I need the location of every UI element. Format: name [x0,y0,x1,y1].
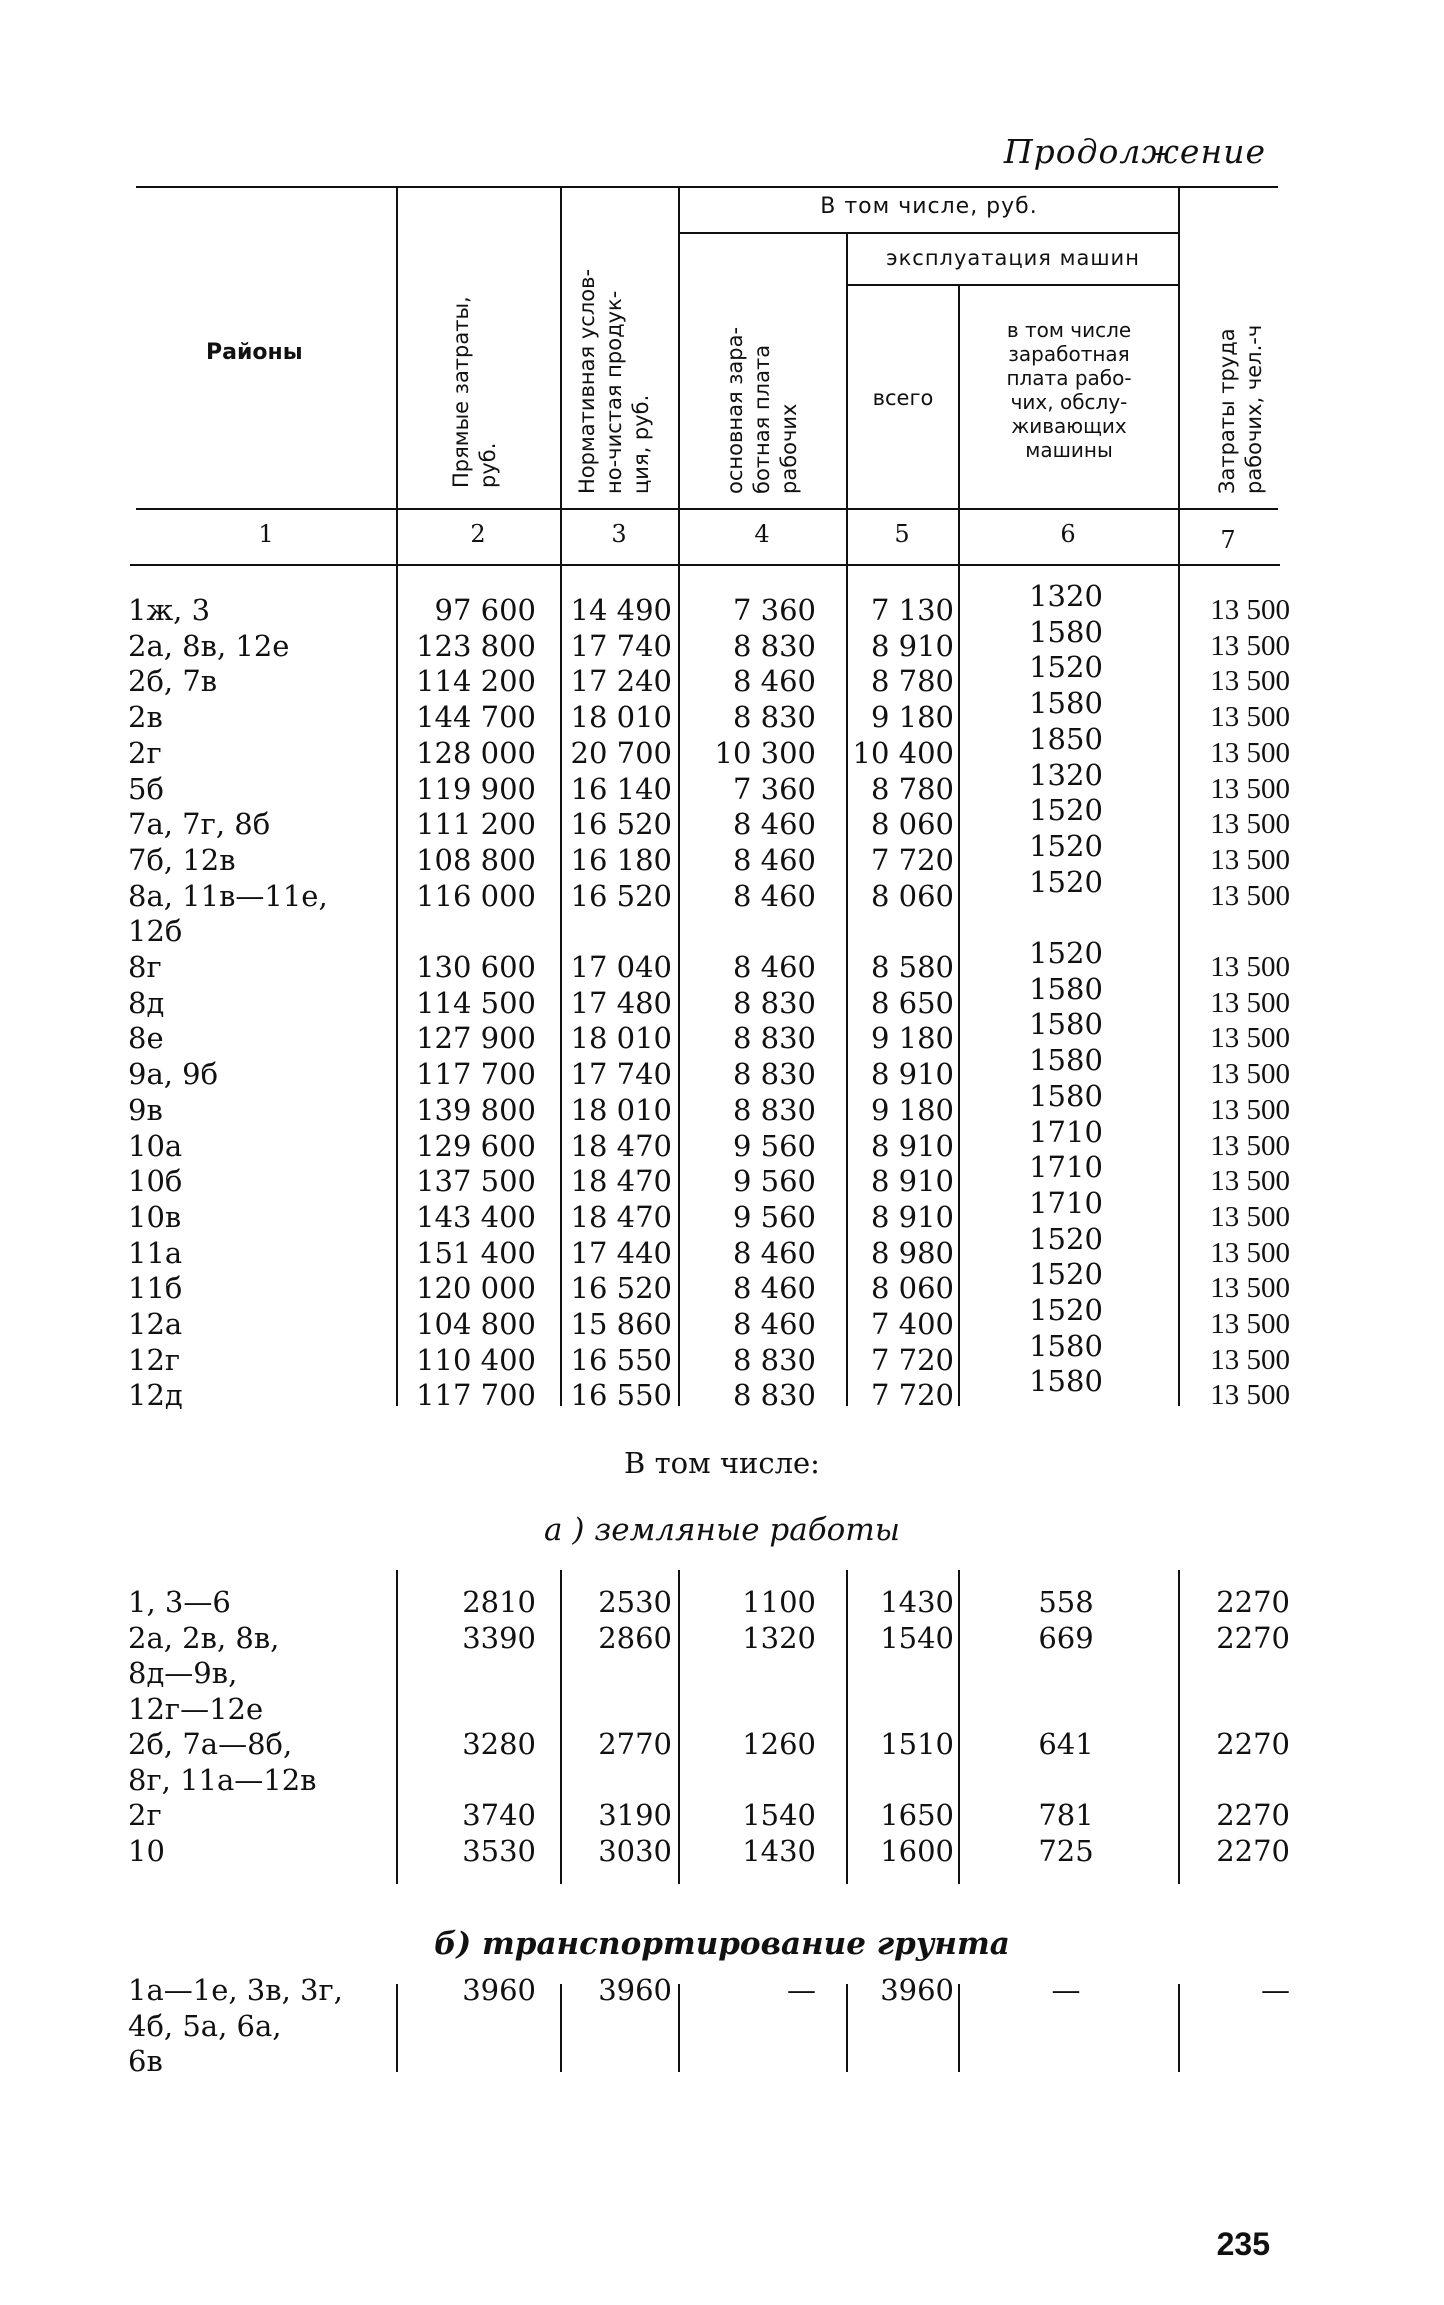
cell-c6: 1520 [1029,1221,1103,1256]
row-name: 9а, 9б [128,1057,219,1092]
cell-c7: 13 500 [1210,772,1290,805]
cell-c6: 1580 [1029,1078,1103,1113]
col-header-group: В том числе, руб. [820,194,1038,219]
cell-c6: 1520 [1029,864,1103,899]
cell-c3: 16 520 [570,1271,672,1306]
cell-c3: 18 470 [570,1199,672,1234]
cell-c4: 1540 [742,1798,816,1832]
cell-c7: 13 500 [1210,1308,1290,1340]
cell-c2: 117 700 [416,1057,536,1092]
cell-c3: 17 440 [570,1235,672,1270]
cell-c2: 129 600 [416,1128,536,1163]
cell-c3: 2770 [598,1727,672,1761]
cell-c2: 123 800 [416,628,536,663]
cell-c6: 1580 [1029,686,1103,721]
cell-c3: 16 520 [570,807,672,842]
cell-c5: 1600 [880,1833,954,1868]
cell-c7: 13 500 [1210,1129,1290,1162]
row-name: 6в [128,2044,163,2078]
cell-c6: 1710 [1029,1150,1103,1185]
row-name: 2г [128,1798,162,1832]
cell-c5: 8 910 [870,1164,954,1199]
cell-c7: 13 500 [1210,808,1290,841]
cell-c4: 1320 [742,1620,816,1655]
cell-c5: 9 180 [870,1092,954,1127]
cell-c4: 8 830 [732,1342,816,1377]
cell-c4: 8 460 [732,807,816,842]
cell-c5: 1510 [880,1727,954,1761]
cell-c2: 104 800 [416,1307,536,1341]
col-number: 7 [1220,526,1236,554]
cell-c5: 8 910 [870,1128,954,1163]
col-header-machines: эксплуатация машин [886,246,1140,270]
cell-c6: 641 [1038,1727,1094,1761]
row-name: 2б, 7в [128,664,218,699]
cell-c2: 139 800 [416,1092,536,1127]
cell-c7: 13 500 [1210,594,1290,626]
cell-c2: 144 700 [416,700,536,735]
cell-c6: 1320 [1029,757,1103,792]
cell-c4: 1430 [742,1833,816,1868]
cell-c7: 13 500 [1210,736,1290,769]
row-name: 2в [128,700,163,735]
cell-c3: 17 740 [570,1057,672,1092]
cell-c7: 13 500 [1210,879,1290,912]
cell-c7: 13 500 [1210,1165,1290,1198]
cell-c2: 128 000 [416,735,536,770]
col-number: 6 [1060,520,1076,548]
cell-c7: 2270 [1216,1833,1290,1868]
row-name: 12а [128,1307,183,1341]
cell-c4: 8 830 [732,628,816,663]
col-number: 4 [754,520,770,548]
cell-c5: 1430 [880,1585,954,1619]
col-header-labor: Затраты труда рабочих, чел.-ч [1215,324,1266,494]
row-name: 8г [128,950,162,984]
row-name: 1ж, 3 [128,593,211,627]
cell-c2: 127 900 [416,1021,536,1056]
row-name: 8д—9в, [128,1656,238,1690]
col-number: 2 [470,520,486,548]
cell-c3: 17 480 [570,985,672,1020]
cell-c4: 8 460 [732,842,816,877]
cell-c7: 13 500 [1210,1200,1290,1233]
cell-c5: 8 060 [870,1271,954,1306]
cell-c2: 120 000 [416,1271,536,1306]
cell-c7: 13 500 [1210,1093,1290,1126]
header-divider [846,232,848,510]
cell-c5: 7 130 [870,593,954,627]
machines-rule [848,284,1178,286]
row-name: 12г—12е [128,1691,264,1726]
cell-c3: 16 550 [570,1378,672,1413]
cell-c7: 13 500 [1210,1379,1290,1412]
cell-c6: 1520 [1029,828,1103,863]
col-header-net-product: Нормативная услов- но-чистая продук- ция, руб. [575,268,653,494]
cell-c2: 3960 [462,1973,536,2007]
cell-c5: 9 180 [870,700,954,735]
col-header-direct-costs: Прямые затраты, руб. [449,296,500,488]
row-name: 8а, 11в—11е, [128,878,328,913]
cell-c7: 13 500 [1210,629,1290,662]
cell-c2: 2810 [462,1585,536,1619]
cell-c2: 110 400 [416,1342,536,1377]
cell-c4: 8 460 [732,1235,816,1270]
cell-c5: 8 780 [870,664,954,699]
cell-c4: 8 460 [732,950,816,984]
cell-c3: 18 470 [570,1164,672,1199]
cell-c5: 7 720 [870,842,954,877]
row-name: 9в [128,1092,163,1127]
cell-c2: 111 200 [416,807,536,842]
cell-c6: 1520 [1029,793,1103,828]
cell-c7: 13 500 [1210,665,1290,698]
cell-c6: 1580 [1029,971,1103,1006]
cell-c2: 130 600 [416,950,536,984]
cell-c7: 13 500 [1210,951,1290,983]
cell-c3: 18 010 [570,1021,672,1056]
cell-c4: 8 460 [732,1307,816,1341]
row-name: 5б [128,771,164,806]
cell-c3: 3190 [598,1798,672,1832]
row-name: 10 [128,1833,165,1868]
cell-c6: 1580 [1029,614,1103,649]
row-name: 7б, 12в [128,842,236,877]
cell-c4: 7 360 [732,593,816,627]
cell-c2: 108 800 [416,842,536,877]
cell-c6: 1520 [1029,936,1103,970]
row-name: 11а [128,1235,183,1270]
row-name: 8д [128,985,165,1020]
cell-c5: 7 400 [870,1307,954,1341]
cell-c3: 2530 [598,1585,672,1619]
cell-c5: 8 910 [870,1057,954,1092]
cell-c6: 669 [1038,1620,1094,1655]
cell-c4: 8 830 [732,1057,816,1092]
row-name: 12б [128,914,183,949]
continuation-label: Продолжение [1003,132,1266,171]
cell-c6: — [1051,1973,1081,2007]
row-name: 1, 3—6 [128,1585,231,1619]
cell-c5: 8 910 [870,1199,954,1234]
cell-c5: 7 720 [870,1378,954,1413]
cell-c3: 20 700 [570,735,672,770]
cell-c3: 17 040 [570,950,672,984]
cell-c3: 3030 [598,1833,672,1868]
cell-c5: 8 910 [870,628,954,663]
cell-c3: 16 140 [570,771,672,806]
cell-c4: 8 460 [732,1271,816,1306]
cell-c2: 114 200 [416,664,536,699]
row-name: 7а, 7г, 8б [128,807,271,842]
cell-c2: 116 000 [416,878,536,913]
cell-c6: 1520 [1029,1293,1103,1327]
cell-c7: 13 500 [1210,986,1290,1019]
row-name: 1а—1е, 3в, 3г, [128,1973,343,2007]
cell-c7: 2270 [1216,1620,1290,1655]
row-name: 4б, 5а, 6а, [128,2008,282,2043]
cell-c7: 13 500 [1210,1272,1290,1305]
cell-c3: 3960 [598,1973,672,2007]
row-name: 10б [128,1164,183,1199]
cell-c2: 119 900 [416,771,536,806]
cell-c3: 16 180 [570,842,672,877]
cell-c3: 16 550 [570,1342,672,1377]
cell-c5: 8 060 [870,807,954,842]
cell-c6: 1710 [1029,1185,1103,1220]
col-number: 1 [258,520,274,548]
cell-c2: 151 400 [416,1235,536,1270]
cell-c3: 17 740 [570,628,672,663]
cell-c5: 8 980 [870,1235,954,1270]
cell-c7: — [1261,1973,1290,2007]
header-divider [678,186,680,510]
cell-c7: 13 500 [1210,1343,1290,1376]
header-divider [1178,186,1180,510]
cell-c5: 1650 [880,1798,954,1832]
cell-c4: 9 560 [732,1199,816,1234]
row-name: 2а, 2в, 8в, [128,1620,280,1655]
cell-c5: 8 580 [870,950,954,984]
cell-c5: 9 180 [870,1021,954,1056]
cell-c2: 117 700 [416,1378,536,1413]
cell-c6: 725 [1038,1833,1094,1868]
cell-c6: 1580 [1029,1007,1103,1042]
numbers-bottom-rule [130,564,1280,566]
row-name: 11б [128,1271,183,1306]
row-name: 8г, 11а—12в [128,1762,317,1797]
cell-c6: 1320 [1029,579,1103,613]
cell-c3: 2860 [598,1620,672,1655]
row-name: 8е [128,1021,164,1056]
including-label: В том числе: [624,1446,820,1480]
cell-c2: 3390 [462,1620,536,1655]
cell-c4: 8 830 [732,1021,816,1056]
cell-c2: 3740 [462,1798,536,1832]
cell-c5: 7 720 [870,1342,954,1377]
header-divider [396,186,398,510]
row-name: 10а [128,1128,183,1163]
cell-c5: 8 650 [870,985,954,1020]
cell-c2: 3280 [462,1727,536,1761]
cell-c6: 1520 [1029,1257,1103,1292]
cell-c7: 2270 [1216,1798,1290,1832]
header-top-rule [136,186,1278,188]
col-header-regions: Районы [206,340,303,365]
cell-c4: 8 830 [732,1378,816,1413]
cell-c6: 1850 [1029,721,1103,756]
cell-c3: 18 470 [570,1128,672,1163]
cell-c4: 7 360 [732,771,816,806]
cell-c2: 143 400 [416,1199,536,1234]
section-a-title: а ) земляные работы [544,1512,900,1548]
cell-c4: 8 830 [732,700,816,735]
row-name: 12д [128,1378,183,1413]
cell-c5: 10 400 [852,735,954,770]
cell-c4: 8 830 [732,1092,816,1127]
cell-c6: 1580 [1029,1364,1103,1399]
cell-c4: — [787,1973,816,2007]
col-header-wages: основная зара- ботная плата рабочих [723,326,801,494]
cell-c3: 17 240 [570,664,672,699]
cell-c3: 15 860 [570,1307,672,1341]
cell-c2: 3530 [462,1833,536,1868]
cell-c7: 2270 [1216,1585,1290,1619]
cell-c7: 13 500 [1210,701,1290,734]
header-bottom-rule [136,508,1278,510]
cell-c3: 18 010 [570,1092,672,1127]
col-number: 5 [894,520,910,548]
cell-c4: 1100 [742,1585,816,1619]
cell-c2: 114 500 [416,985,536,1020]
row-name: 10в [128,1199,182,1234]
cell-c4: 8 460 [732,878,816,913]
cell-c6: 1710 [1029,1114,1103,1149]
cell-c4: 1260 [742,1727,816,1761]
cell-c4: 10 300 [714,735,816,770]
group-rule [680,232,1178,234]
cell-c3: 14 490 [570,593,672,627]
cell-c6: 1580 [1029,1328,1103,1363]
cell-c6: 1580 [1029,1043,1103,1078]
cell-c5: 8 060 [870,878,954,913]
header-divider [560,186,562,510]
row-name: 2г [128,735,162,770]
cell-c6: 558 [1038,1585,1094,1619]
col-header-machine-wages: в том числе заработная плата рабо- чих, обслу- живающих машины [1006,318,1132,462]
cell-c5: 8 780 [870,771,954,806]
cell-c2: 97 600 [434,593,536,627]
page-number: 235 [1216,2226,1270,2262]
cell-c7: 13 500 [1210,843,1290,876]
cell-c4: 9 560 [732,1164,816,1199]
cell-c4: 8 830 [732,985,816,1020]
cell-c7: 13 500 [1210,1058,1290,1091]
col-number: 3 [611,520,627,548]
cell-c3: 18 010 [570,700,672,735]
cell-c5: 1540 [880,1620,954,1655]
col-header-total: всего [872,386,934,410]
cell-c6: 781 [1038,1798,1094,1832]
cell-c2: 137 500 [416,1164,536,1199]
cell-c7: 13 500 [1210,1022,1290,1055]
cell-c6: 1520 [1029,650,1103,685]
row-name: 2б, 7а—8б, [128,1727,293,1761]
section-b-title: б) транспортирование грунта [434,1926,1010,1962]
cell-c7: 2270 [1216,1727,1290,1761]
cell-c5: 3960 [880,1973,954,2007]
cell-c3: 16 520 [570,878,672,913]
cell-c4: 8 460 [732,664,816,699]
cell-c7: 13 500 [1210,1236,1290,1269]
row-name: 12г [128,1342,181,1377]
cell-c4: 9 560 [732,1128,816,1163]
row-name: 2а, 8в, 12е [128,628,290,663]
